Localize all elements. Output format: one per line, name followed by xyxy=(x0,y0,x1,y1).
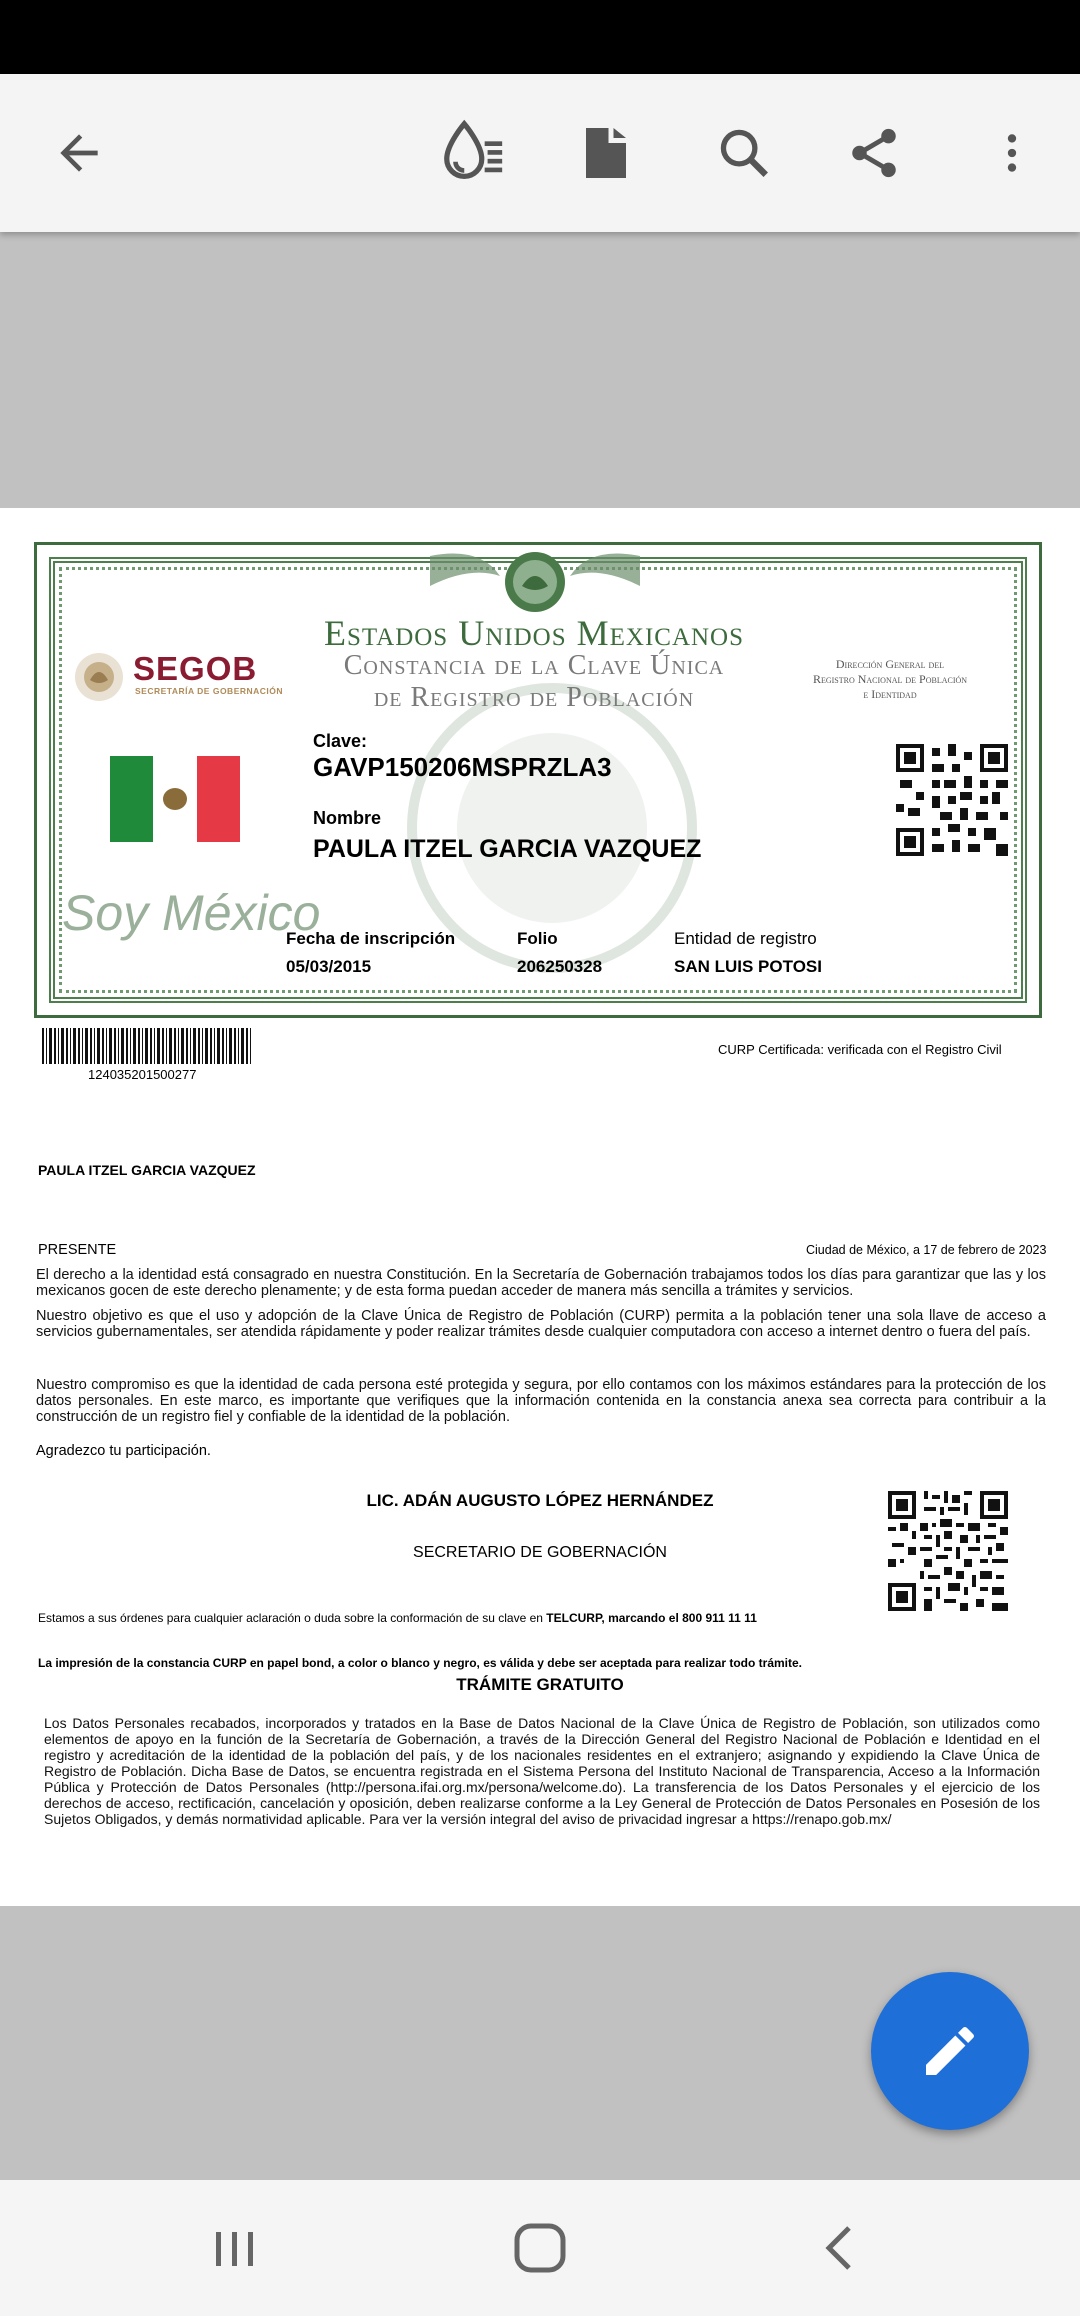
nombre-label: Nombre xyxy=(313,808,382,828)
segob-logo-text: SEGOB xyxy=(133,650,258,687)
tramite-gratuito: TRÁMITE GRATUITO xyxy=(456,1675,624,1694)
back-arrow-icon[interactable] xyxy=(36,110,122,196)
segob-emblem-icon xyxy=(74,650,124,704)
national-seal-icon xyxy=(430,546,640,620)
direccion-line3: e Identidad xyxy=(863,687,917,701)
letter-paragraph-2: Nuestro objetivo es que el uso y adopción de la Clave Única de Registro de Población (CURP) permita a la población tener una sola llave de acceso a servicios gubernamentales, ser atendida rápidamente y poder realizar trámites desde cualquier computadora con acceso a internet dentro o fuera del país. xyxy=(36,1308,1046,1340)
letter-recipient: PAULA ITZEL GARCIA VAZQUEZ xyxy=(38,1162,256,1178)
doc-title-line2: de Registro de Población xyxy=(373,682,695,713)
reading-mode-icon[interactable] xyxy=(430,110,516,196)
entidad-label: Entidad de registro xyxy=(674,929,817,948)
navigation-bar xyxy=(0,2180,1080,2316)
curp-certificada-note: CURP Certificada: verificada con el Registro Civil xyxy=(718,1042,1002,1057)
letter-place-date: Ciudad de México, a 17 de febrero de 2023 xyxy=(806,1243,1047,1257)
contact-text: Estamos a sus órdenes para cualquier aclaración o duda sobre la conformación de su clave en xyxy=(38,1611,547,1625)
more-vert-icon[interactable] xyxy=(969,110,1055,196)
barcode-number: 124035201500277 xyxy=(88,1067,197,1082)
toolbar xyxy=(0,74,1080,232)
contact-phone: TELCURP, marcando el 800 911 11 11 xyxy=(546,1611,757,1625)
pencil-icon xyxy=(918,2019,982,2083)
barcode-icon xyxy=(42,1028,252,1064)
signer-name: LIC. ADÁN AUGUSTO LÓPEZ HERNÁNDEZ xyxy=(366,1491,714,1510)
qr-code-icon xyxy=(896,744,1008,856)
entidad-value: SAN LUIS POTOSI xyxy=(674,957,822,976)
letter-thanks: Agradezco tu participación. xyxy=(36,1443,211,1459)
segob-subtitle: SECRETARÍA DE GOBERNACIÓN xyxy=(135,686,284,696)
letter-paragraph-3: Nuestro compromiso es que la identidad de cada persona esté protegida y segura, por ello contamos con los máximos estándares para la protección de los datos personales. En este marco, es importante que verifiques que la información contenida en la constancia anexa sea correcta para contribuir a la construcción de un registro fiel y confiable de la identidad de la población. xyxy=(36,1377,1046,1425)
signer-title: SECRETARIO DE GOBERNACIÓN xyxy=(413,1544,667,1561)
bookmark-icon[interactable] xyxy=(563,110,649,196)
clave-label: Clave: xyxy=(313,731,368,751)
home-icon[interactable] xyxy=(505,2216,575,2280)
direccion-line1: Dirección General del xyxy=(835,657,945,671)
search-icon[interactable] xyxy=(701,110,787,196)
direccion-line2: Registro Nacional de Población xyxy=(812,672,968,686)
recent-apps-icon[interactable] xyxy=(200,2216,270,2280)
mexican-flag-icon xyxy=(110,756,240,842)
share-icon[interactable] xyxy=(831,110,917,196)
letter-presente: PRESENTE xyxy=(38,1242,117,1258)
soy-mexico-slogan: Soy México xyxy=(62,885,321,941)
doc-title-line1: Constancia de la Clave Única xyxy=(343,650,725,681)
edit-button[interactable] xyxy=(871,1972,1029,2130)
status-bar xyxy=(0,0,1080,74)
nombre-value: PAULA ITZEL GARCIA VAZQUEZ xyxy=(313,835,702,863)
fecha-value: 05/03/2015 xyxy=(286,957,372,976)
folio-value: 206250328 xyxy=(517,957,603,976)
country-title: Estados Unidos Mexicanos xyxy=(323,613,745,653)
folio-label: Folio xyxy=(517,929,558,948)
clave-value: GAVP150206MSPRZLA3 xyxy=(313,752,612,782)
contact-line xyxy=(38,1611,757,1625)
privacy-notice: Los Datos Personales recabados, incorporados y tratados en la Base de Datos Nacional de la Clave Única de Registro de Población, son utilizados como elementos de apoyo en la función de la Secretaría de Gobernación, a través de la Dirección General del Registro Nacional de Población e Identidad en el registro y acreditación de la identidad de la población del país, y de los nacionales residentes en el extranjero; asignando y expidiendo la Clave Única de Registro de Población. Dicha Base de Datos, se encuentra registrada en el Sistema Persona del Instituto Nacional de Transparencia, Acceso a la Información Pública y Protección de Datos Personales (http://persona.ifai.org.mx/persona/welcome.do). La transferencia de los Datos Personales y el ejercicio de los derechos de acceso, rectificación, cancelación y oposición, deben realizarse conforme a la Ley General de Protección de Datos Personales en Posesión de los Sujetos Obligados, y demás normatividad aplicable. Para ver la versión integral del aviso de privacidad ingresar a https://renapo.gob.mx/ xyxy=(44,1715,1040,1827)
letter-paragraph-1: El derecho a la identidad está consagrado en nuestra Constitución. En la Secretaría de Gobernación trabajamos todos los días para garantizar que las y los mexicanos gocen de este derecho plenamente; y de esta forma puedan acceder de manera más sencilla a trámites y servicios. xyxy=(36,1267,1046,1299)
direccion-general xyxy=(780,657,1000,702)
pdf-page xyxy=(0,508,1080,1906)
letter-qr-code-icon xyxy=(888,1491,1008,1611)
fecha-label: Fecha de inscripción xyxy=(286,929,456,948)
impresion-note: La impresión de la constancia CURP en papel bond, a color o blanco y negro, es válida y debe ser aceptada para realizar todo trámite. xyxy=(38,1656,803,1670)
back-icon[interactable] xyxy=(805,2216,875,2280)
